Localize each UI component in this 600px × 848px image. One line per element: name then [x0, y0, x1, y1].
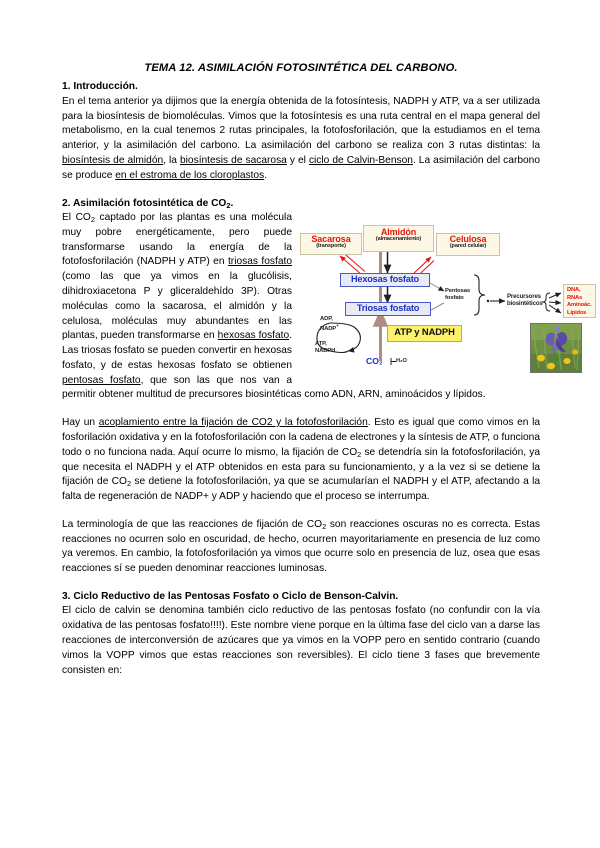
term-pentosas-fosfato: pentosas fosfato: [62, 374, 141, 386]
term-triosas-fosfato: triosas fosfato: [227, 256, 293, 268]
section-heading-1: 1. Introducción.: [62, 81, 138, 93]
term-estroma-cloroplastos: en el estroma de los cloroplastos: [115, 169, 265, 181]
figure-label-triosas: Triosas fosfato: [356, 303, 420, 314]
figure-cofactor-nadp-sup: +: [336, 322, 339, 328]
figure-label-cofactor-cycle: [320, 316, 366, 333]
section-heading-2-post: .: [230, 197, 234, 209]
figure-cofactor-nadph: NADPH: [315, 347, 336, 354]
p2b-sub1: 2: [357, 449, 362, 459]
figure-h2o-text: H₂O: [396, 358, 407, 365]
figure-sublabel-almidon: (almacenamiento): [375, 236, 422, 243]
p2c-sub: 2: [322, 521, 327, 531]
p2b-end: se detiene la fotofosforilación, ya que se acumularían el NADPH y el ATP, afectando a la falta de regeneración de NADP+ y ADP y haciendo que el proceso se interrumpa.: [62, 476, 540, 503]
section-heading-3: 3. Ciclo Reductivo de las Pentosas Fosfato o Ciclo de Benson-Calvin.: [62, 591, 399, 602]
term-ciclo-calvin-benson: ciclo de Calvin-Benson: [308, 155, 413, 167]
figure-label-h2o: [396, 358, 407, 364]
term-biosintesis-sacarosa: biosíntesis de sacarosa: [180, 155, 287, 167]
figure-label-celulosa: Celulosa: [449, 234, 487, 245]
p2b-mid: se detendría sin la fotofosforilación, ya que necesita el NADPH y el ATP obtenidos en esta para su funcionamiento, y a la vez si se detiene la fijación de CO: [62, 446, 540, 488]
section-2-paragraph-c: [62, 518, 540, 577]
figure-box-atp-nadph: [387, 325, 462, 342]
figure-cofactor-nadp: NADP: [320, 325, 337, 332]
figure-product-dna: DNA,: [567, 287, 581, 294]
p2b-pre: Hay un: [62, 417, 99, 429]
figure-label-precursores-line1: Precursores: [507, 293, 541, 301]
figure-label-atp-nadph: ATP y NADPH: [394, 326, 455, 338]
figure-box-hexosas-fosfato: [340, 273, 430, 287]
section-1-paragraph: En el tema anterior ya dijimos que la energía obtenida de la fotosíntesis, NADPH y ATP, va a ser utilizada para la biosíntesis de biomoléculas. Vimos que la fotosíntesis es una ruta central en el mapa general del metabolismo, en la cual tenemos 2 rutas principales, la fotofosforilación, que la estudiamos en el tema anterior, y la asimilación del carbono. La asimilación del carbono se realiza con 3 rutas distintas: la biosíntesis de almidón, la biosíntesis de sacarosa y el ciclo de Calvin-Benson. La asimilación del carbono se produce en el estroma de los cloroplastos.: [62, 95, 540, 181]
figure-label-pentosas-line1: Pentosas: [445, 288, 470, 295]
figure-product-lipidos: Lípidos: [567, 309, 587, 316]
figure-label-co2: [366, 356, 383, 366]
section-2-paragraph-b: [62, 416, 540, 505]
p2a-sub: 2: [90, 215, 95, 225]
section-heading-2-sub: 2: [226, 200, 231, 210]
p2a-pre: El CO: [62, 212, 91, 224]
figure-label-pentosas-line2: fosfato: [445, 294, 464, 301]
figure-box-almidon: [363, 225, 434, 252]
figure-co2-text: CO₂: [366, 356, 383, 367]
page-title: TEMA 12. ASIMILACIÓN FOTOSINTÉTICA DEL CARBONO.: [144, 62, 458, 74]
iris-photo-graphic: [531, 324, 581, 372]
figure-label-precursores: [507, 293, 553, 307]
term-hexosas-fosfato: hexosas fosfato: [217, 330, 290, 342]
figure-sublabel-celulosa: (pared celular): [449, 243, 487, 250]
p2c-pre: La terminología de que las reacciones de fijación de CO: [62, 518, 323, 530]
p2a-tail: (como las que ya vimos en la glucólisis, dihidroxiacetona P y gliceraldehído 3P). Otras moléculas como la sacarosa, el almidón y la celulosa, moléculas muy abundantes en las plantas, pueden transformarse en: [62, 271, 292, 342]
figure-label-cofactor-cycle-2: [315, 341, 365, 355]
figure-label-sacarosa: Sacarosa: [311, 234, 351, 245]
section-heading-2: [62, 197, 540, 210]
figure-label-precursores-line2: biosintéticos: [507, 300, 543, 308]
figure-wrapper: [300, 213, 592, 371]
p2c-post: son reacciones oscuras no es correcta. Estas reacciones no ocurren solo en oscuridad, de hecho, ocurren mayoritariamente en presencia de luz como ya veremos. En cambio, la fotofosforilación ya vimos que ocurre solo en presencia de luz, osea que esas reacciones sí se pueden denominar reacciones luminosas.: [62, 518, 540, 575]
figure-label-hexosas: Hexosas fosfato: [351, 274, 419, 285]
p2a-tail2: . Las triosas fosfato se pueden convertir en hexosas fosfato, y de estas hexosas fosfato se obtienen: [62, 330, 292, 371]
term-acoplamiento: acoplamiento entre la fijación de CO2 y la fotofosforilación: [98, 417, 368, 429]
figure-sublabel-sacarosa: (transporte): [316, 243, 346, 250]
section-heading-2-pre: 2. Asimilación fotosintética de CO: [62, 197, 227, 209]
figure-cofactor-adp: ADP,: [320, 316, 333, 323]
p2a-tail3: , que son las que nos van a permitir obtener multitud de precursores biosintéticas como ADN, ARN, aminoácidos y lípidos.: [62, 374, 486, 401]
p2b-post: . Esto es igual que como vimos en la fosforilación oxidativa y en la fotofosforilación con la cadena de electrones y la síntesis de ATP, o funciona todo o no funciona nada. Aquí ocurre lo mismo, la fijación de CO: [62, 417, 540, 458]
p2b-sub2: 2: [126, 479, 132, 489]
carbon-assimilation-diagram: [300, 213, 592, 371]
figure-box-products: [563, 284, 596, 318]
figure-label-pentosas-fosfato: [445, 288, 477, 302]
figure-cofactor-atp: ATP,: [315, 341, 327, 348]
figure-box-sacarosa: [300, 233, 362, 255]
iris-flower-photo: [530, 323, 582, 373]
figure-label-almidon: Almidón: [380, 227, 417, 238]
figure-product-aminoacidos: Aminoác.: [567, 302, 592, 309]
p2a-post: captado por las plantas es una molécula muy pobre energéticamente, pero puede transformarse usando la energía de la fotofosforilación (NADPH y ATP) en: [62, 212, 292, 268]
figure-box-triosas-fosfato: [345, 302, 431, 316]
term-biosintesis-almidon: biosíntesis de almidón: [62, 155, 164, 167]
figure-box-celulosa: [436, 233, 500, 256]
section-3-paragraph: El ciclo de calvin se denomina también ciclo reductivo de las pentosas fosfato (no confundir con la vía oxidativa de las pentosas fosfato!!!!). Este nombre viene porque en la última fase del ciclo van a darse las reacciones de interconversión de azúcares que ya vimos en la VOPP pero en sentido contrario (cuando vimos la VOPP vimos que estas reacciones son reversibles). El ciclo tiene 3 fases que brevemente consisten en:: [62, 605, 540, 676]
figure-product-rnas: RNAs: [567, 294, 582, 301]
